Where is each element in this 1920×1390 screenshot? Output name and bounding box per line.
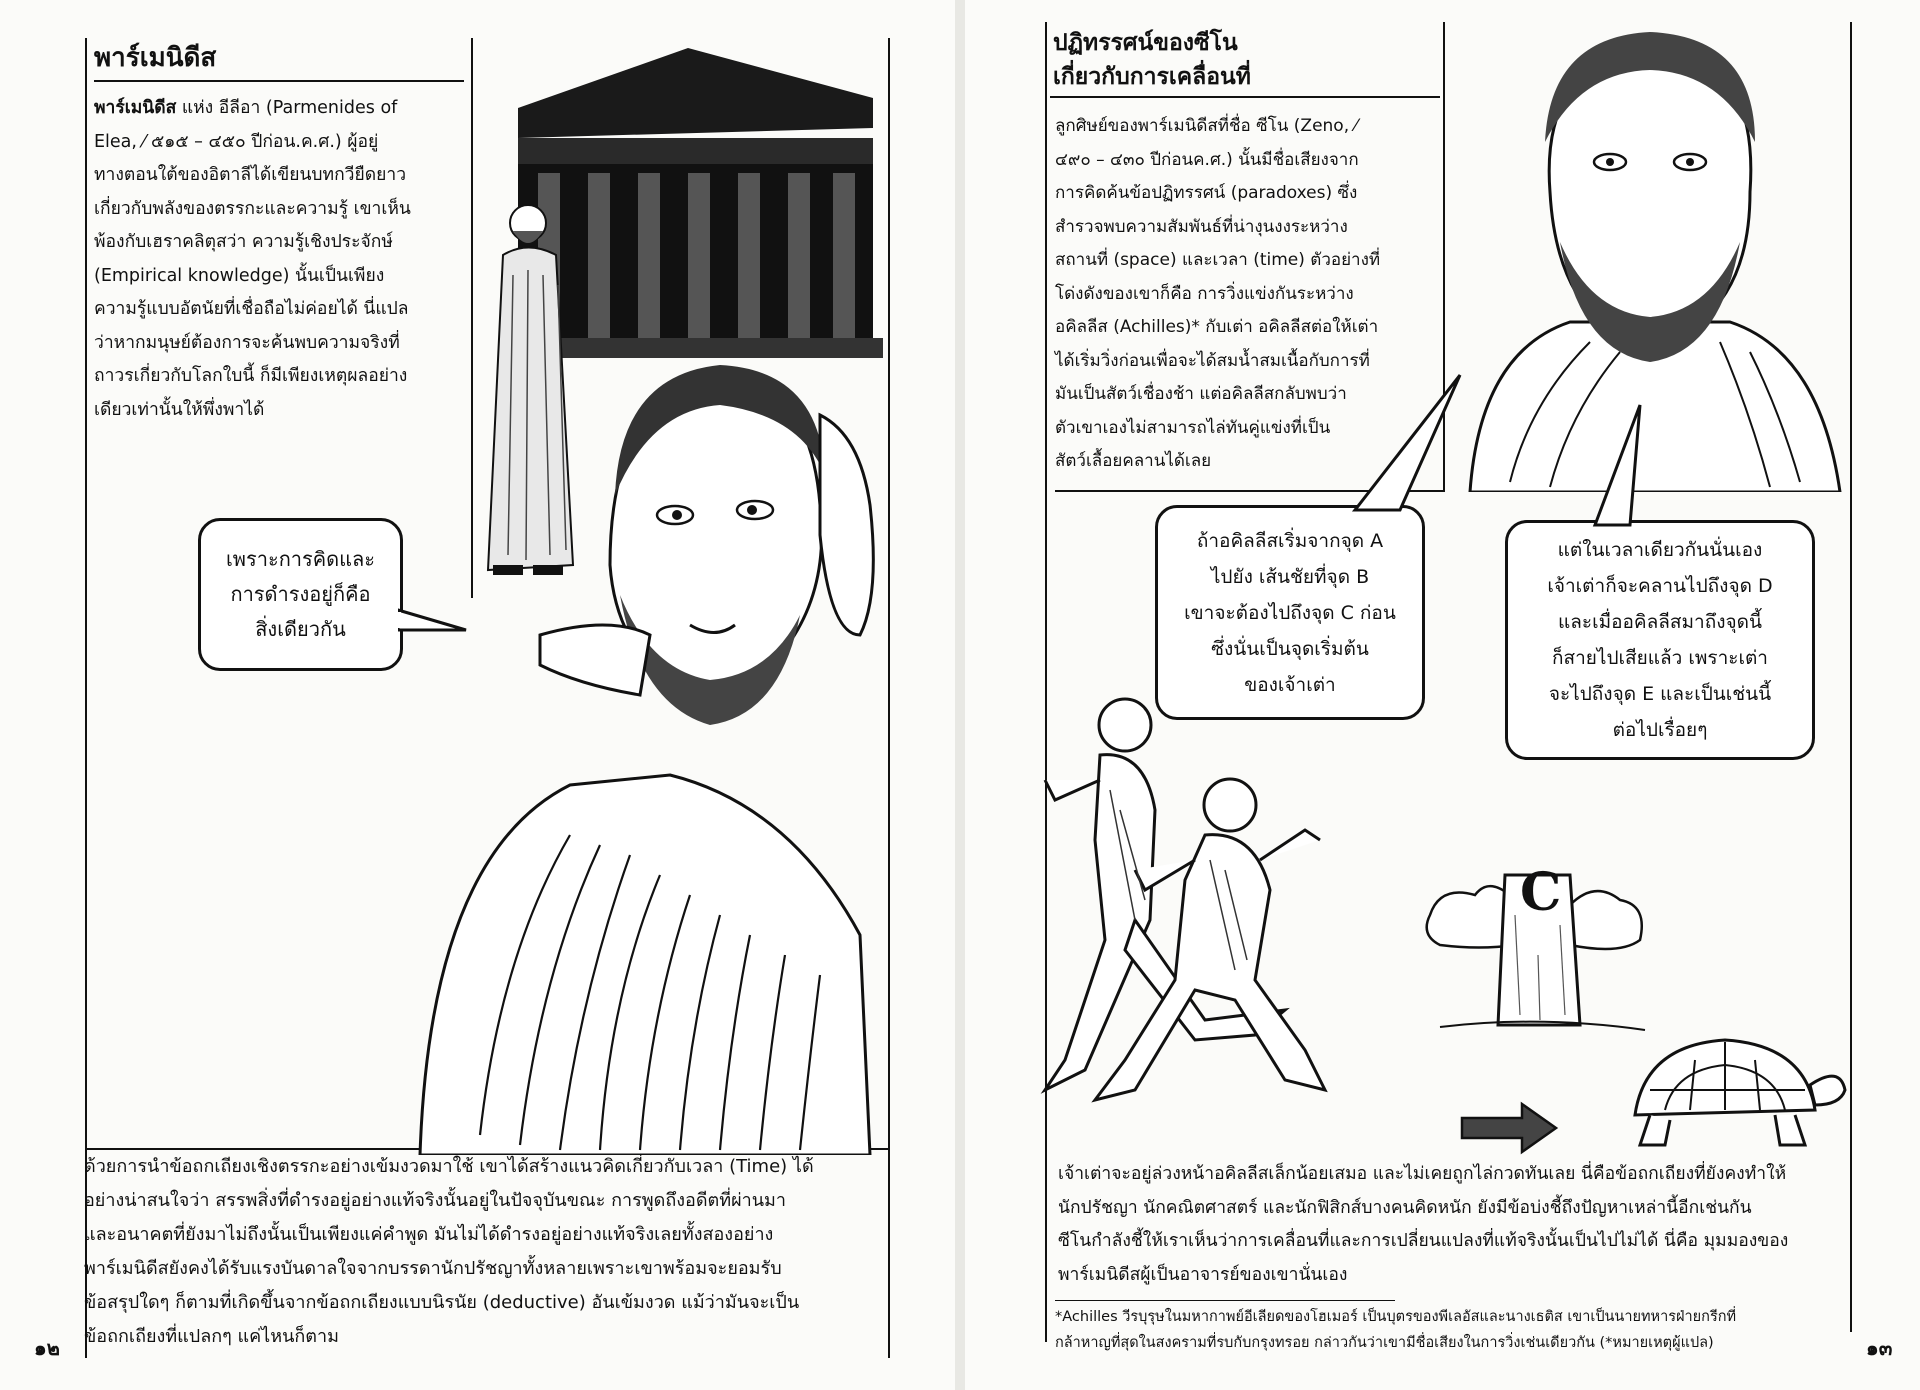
bubble-line: ก็สายไปเสียแล้ว เพราะเต่า [1552,647,1768,669]
intro-line: เกี่ยวกับพลังของตรรกะและความรู้ เขาเห็น [94,198,411,219]
intro-line: การคิดค้นข้อปฏิทรรศน์ (paradoxes) ซึ่ง [1055,183,1358,203]
bubble-tail [398,600,468,640]
bottom-line: เจ้าเต่าจะอยู่ล่วงหน้าอคิลลีสเล็กน้อยเสมอ และไม่เคยถูกไล่กวดทันเลย นี่คือข้อถกเถียงที่ยังคงทำให้ [1058,1164,1787,1184]
right-panel-left-border [1045,22,1047,1342]
bottom-text [84,1150,884,1354]
page-number-left: ๑๒ [34,1336,60,1360]
footnote [1055,1304,1855,1356]
left-title-underline [94,80,464,82]
intro-line: อคิลลีส (Achilles)* กับเต่า อคิลลีสต่อให้เต่า [1055,317,1379,337]
bubble-line: แต่ในเวลาเดียวกันนั่นเอง [1557,539,1763,561]
bubble-line: ไปยัง เส้นชัยที่จุด B [1210,565,1370,588]
bottom-line: และอนาคตที่ยังมาไม่ถึงนั้นเป็นเพียงแค่คำพูด มันไม่ได้ดำรงอยู่อย่างแท้จริงเลยทั้งสองอย่าง [84,1224,774,1245]
right-title-underline [1050,96,1440,98]
bubble-line: เขาจะต้องไปถึงจุด C ก่อน [1184,601,1396,624]
intro-line: สัตว์เลื้อยคลานได้เลย [1055,451,1212,471]
bottom-line: พาร์เมนิดีสผู้เป็นอาจารย์ของเขานั่นเอง [1058,1264,1348,1285]
intro-line: สถานที่ (space) และเวลา (time) ตัวอย่างที่ [1055,250,1381,270]
page-number-right: ๑๓ [1866,1336,1893,1360]
intro-line: เดียวเท่านั้นให้พึ่งพาได้ [94,399,265,420]
bubble-line: การดำรงอยู่ก็คือ [230,582,371,606]
bubble-line: ถ้าอคิลลีสเริ่มจากจุด A [1196,529,1384,552]
speech-bubble-zeno-2 [1505,520,1815,760]
bubble-line: ซึ่งนั่นเป็นจุดเริ่มต้น [1211,637,1369,660]
bottom-line: อย่างน่าสนใจว่า สรรพสิ่งที่ดำรงอยู่อย่างแท้จริงนั้นอยู่ในปัจจุบันขณะ การพูดถึงอดีตที่ผ่านมา [84,1190,786,1211]
intro-line: ทางตอนใต้ของอิตาลีได้เขียนบทกวียืดยาว [94,165,407,185]
bottom-line: พาร์เมนิดีสยังคงได้รับแรงบันดาลใจจากบรรดานักปรัชญาทั้งหลายเพราะเขาพร้อมจะยอมรับ [84,1258,782,1279]
bubble-line: และเมื่ออคิลลีสมาถึงจุดนี้ [1558,611,1762,633]
intro-line: แห่ง อีลีอา (Parmenides of [176,98,398,118]
achilles-runners-illustration [985,690,1405,1110]
bubble-line: ต่อไปเรื่อยๆ [1612,719,1708,741]
bubble-line: จะไปถึงจุด E และเป็นเช่นนี้ [1548,683,1772,705]
intro-line: สำรวจพบความสัมพันธ์ที่น่างุนงงระหว่าง [1055,216,1348,237]
speech-bubble-parmenides [198,518,403,671]
bubble-line: สิ่งเดียวกัน [255,617,346,641]
page-title: พาร์เมนิดีส [94,43,217,73]
bottom-line: ซีโนกำลังชี้ให้เราเห็นว่าการเคลื่อนที่และการเปลี่ยนแปลงที่แท้จริงนั้นเป็นไปไม่ได้ นี่คือ มุมมองของ [1058,1231,1789,1251]
bottom-text-right [1058,1158,1848,1292]
intro-line: มันเป็นสัตว์เชื่องช้า แต่อคิลลีสกลับพบว่า [1055,384,1347,404]
intro-line: ๔๙๐ – ๔๓๐ ปีก่อนค.ศ.) นั้นมีชื่อเสียงจาก [1055,149,1359,170]
tortoise-illustration [1605,1030,1850,1155]
footnote-rule [1055,1300,1395,1301]
title-line: ปฏิทรรศน์ของซีโน [1053,30,1238,56]
marker-letter: C [1520,862,1562,923]
bottom-line: นักปรัชญา นักคณิตศาสตร์ และนักฟิสิกส์บางคนคิดหนัก ยังมีข้อบ่งชี้ถึงปัญหาเหล่านี้อีกเช่นกัน [1058,1197,1752,1218]
intro-line: ถาวรเกี่ยวกับโลกใบนี้ ก็มีเพียงเหตุผลอย่าง [94,366,408,386]
book-gutter [955,0,965,1390]
footnote-line: กล้าหาญที่สุดในสงครามที่รบกับกรุงทรอย กล่าวกันว่าเขามีชื่อเสียงในการวิ่งเช่นเดียวกัน (*หมายเหตุผู้แปล) [1055,1335,1714,1351]
page-title-right [1053,26,1251,94]
bubble-line: เจ้าเต่าก็จะคลานไปถึงจุด D [1547,575,1773,597]
intro-line: Elea, ⁄ ๕๑๕ – ๔๕๐ ปีก่อน.ค.ศ.) ผู้อยู่ [94,131,379,152]
subject-name: พาร์เมนิดีส [94,98,177,118]
intro-line: โด่งดังของเขาก็คือ การวิ่งแข่งกันระหว่าง [1055,283,1354,304]
bubble-line: เพราะการคิดและ [225,547,376,571]
bottom-line: ด้วยการนำข้อถกเถียงเชิงตรรกะอย่างเข้มงวดมาใช้ เขาได้สร้างแนวคิดเกี่ยวกับเวลา (Time) ได้ [84,1156,814,1177]
parmenides-illustration [390,335,890,1155]
title-line: เกี่ยวกับการเคลื่อนที่ [1053,64,1251,90]
intro-line: ได้เริ่มวิ่งก่อนเพื่อจะได้สมน้ำสมเนื้อกับการที่ [1055,350,1370,371]
bubble-tails-right [1340,370,1680,530]
speech-bubble-zeno-1 [1155,505,1425,720]
bottom-line: ข้อสรุปใดๆ ก็ตามที่เกิดขึ้นจากข้อถกเถียงแบบนิรนัย (deductive) อันเข้มงวด แม้ว่ามันจะเป็น [84,1292,800,1313]
intro-line: ตัวเขาเองไม่สามารถไล่ทันคู่แข่งที่เป็น [1055,417,1331,438]
intro-line: ลูกศิษย์ของพาร์เมนิดีสที่ชื่อ ซีโน (Zeno, ⁄ [1055,116,1358,136]
intro-line: (Empirical knowledge) นั้นเป็นเพียง [94,265,385,286]
bottom-line: ข้อถกเถียงที่แปลกๆ แค่ไหนก็ตาม [84,1326,339,1347]
bubble-line: ของเจ้าเต่า [1244,673,1336,696]
direction-arrow [1460,1100,1560,1155]
intro-line: พ้องกับเฮราคลิตุสว่า ความรู้เชิงประจักษ์ [94,232,393,252]
right-page-right-border [1850,22,1852,1332]
intro-line: ความรู้แบบอัตนัยที่เชื่อถือไม่ค่อยได้ นี่แปล [94,299,409,319]
intro-line: ว่าหากมนุษย์ต้องการจะค้นพบความจริงที่ [94,332,400,353]
footnote-line: *Achilles วีรบุรุษในมหากาพย์อีเลียดของโฮเมอร์ เป็นบุตรของพีเลอัสและนางเธติส เขาเป็นนายทหารฝ่ายกรีกที่ [1055,1309,1737,1325]
